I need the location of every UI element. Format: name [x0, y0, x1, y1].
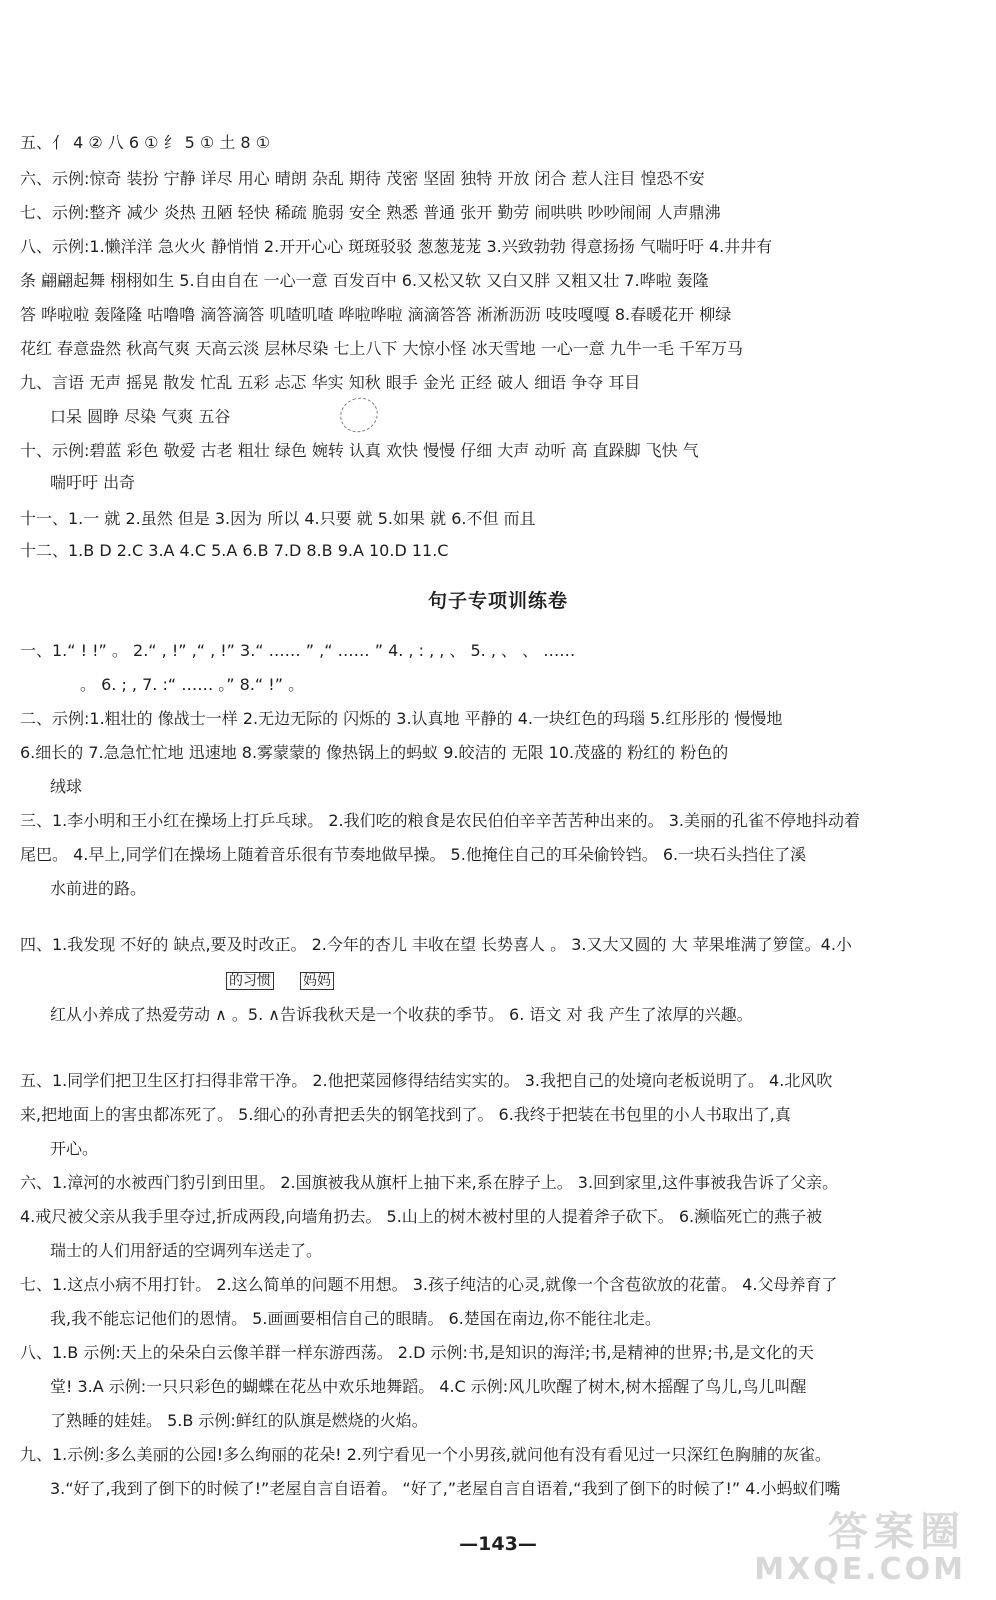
answer-line-text: 尾巴。 4.早上,同学们在操场上随着音乐很有节奏地做早操。 5.他掩住自己的耳朵偷铃铛。 6.一块石头挡住了溪 [20, 845, 807, 864]
answer-line [0, 702, 996, 736]
answer-line [0, 1268, 996, 1302]
answer-line [0, 770, 996, 804]
answer-line [0, 434, 996, 468]
answer-line [0, 400, 996, 434]
answer-line-text: 二、示例:1.粗壮的 像战士一样 2.无边无际的 闪烁的 3.认真地 平静的 4.一块红色的玛瑙 5.红彤彤的 慢慢地 [20, 709, 783, 728]
answer-line [0, 634, 996, 668]
answer-line [0, 1438, 996, 1472]
answer-line-text: 八、示例:1.懒洋洋 急火火 静悄悄 2.开开心心 斑斑驳驳 葱葱茏茏 3.兴致勃勃 得意扬扬 气喘吁吁 4.井井有 [20, 237, 773, 256]
answer-line [0, 1336, 996, 1370]
answer-line-text: 十、示例:碧蓝 彩色 敬爱 古老 粗壮 绿色 婉转 认真 欢快 慢慢 仔细 大声 动听 高 直跺脚 飞快 气 [20, 441, 699, 460]
answer-line-text: 来,把地面上的害虫都冻死了。 5.细心的孙青把丢失的钢笔找到了。 6.我终于把装在书包里的小人书取出了,真 [20, 1105, 791, 1124]
answer-line-text: 六、示例:惊奇 装扮 宁静 详尽 用心 晴朗 杂乱 期待 茂密 坚固 独特 开放 闭合 惹人注目 惶恐不安 [20, 169, 705, 188]
answer-line-text: 一、1.“ ! !” 。 2.“ , !” ,“ , !” 3.“ …… ” ,“ …… ” 4. , : , , 、 5. , 、 、 …… [20, 641, 576, 660]
answer-line-text: 五、1.同学们把卫生区打扫得非常干净。 2.他把菜园修得结结实实的。 3.我把自己的处境向老板说明了。 4.北风吹 [20, 1071, 833, 1090]
answer-line [0, 998, 996, 1032]
answer-line [0, 366, 996, 400]
answer-line-text: 红从小养成了热爱劳动 ∧ 。5. ∧告诉我秋天是一个收获的季节。 6. 语文 对 我 产生了浓厚的兴趣。 [50, 1005, 753, 1024]
answer-line-text: 九、言语 无声 摇晃 散发 忙乱 五彩 忐忑 华实 知秋 眼手 金光 正经 破人 细语 争夺 耳目 [20, 373, 641, 392]
answer-line-text: 4.戒尺被父亲从我手里夺过,折成两段,向墙角扔去。 5.山上的树木被村里的人提着斧子砍下。 6.濒临死亡的燕子被 [20, 1207, 823, 1226]
answer-line [0, 1370, 996, 1404]
answer-line [0, 1132, 996, 1166]
answer-line-text: 口呆 圆睁 尽染 气爽 五谷 [50, 407, 231, 426]
answer-line [0, 1472, 996, 1506]
answer-line [0, 1098, 996, 1132]
insertion-note-habit: 的习惯 [226, 970, 274, 990]
answer-line-text: 七、示例:整齐 减少 炎热 丑陋 轻快 稀疏 脆弱 安全 熟悉 普通 张开 勤劳 闹哄哄 吵吵闹闹 人声鼎沸 [20, 203, 721, 222]
answer-line-text: 瑞士的人们用舒适的空调列车送走了。 [50, 1241, 323, 1260]
answer-line-text: 6.细长的 7.急急忙忙地 迅速地 8.雾蒙蒙的 像热锅上的蚂蚁 9.皎洁的 无限 10.茂盛的 粉红的 粉色的 [20, 743, 729, 762]
answer-line-text: 。 6. ; , 7. :“ …… 。” 8.“ !” 。 [80, 675, 305, 694]
answer-line [0, 736, 996, 770]
answer-line-text: 三、1.李小明和王小红在操场上打乒乓球。 2.我们吃的粮食是农民伯伯辛辛苦苦种出来的。 3.美丽的孔雀不停地抖动着 [20, 811, 860, 830]
answer-line [0, 264, 996, 298]
answer-line [0, 1404, 996, 1438]
answer-line [0, 196, 996, 230]
answer-line [0, 804, 996, 838]
answer-line-text: 绒球 [50, 777, 83, 796]
section-title: 句子专项训练卷 [427, 590, 568, 612]
answer-line [0, 230, 996, 264]
answer-line-text: 喘吁吁 出奇 [50, 473, 136, 492]
answer-line [0, 928, 996, 962]
answer-line-text: 十二、1.B D 2.C 3.A 4.C 5.A 6.B 7.D 8.B 9.A 10.D 11.C [20, 541, 449, 560]
answer-line [0, 1234, 996, 1268]
answer-line [0, 1166, 996, 1200]
answer-line [0, 872, 996, 906]
answer-line-text: 花红 春意盎然 秋高气爽 天高云淡 层林尽染 七上八下 大惊小怪 冰天雪地 一心一意 九牛一毛 千军万马 [20, 339, 743, 358]
answer-line-text: 水前进的路。 [50, 879, 147, 898]
answer-line-text: 五、亻 4 ② 八 6 ① 纟 5 ① 土 8 ① [20, 133, 271, 152]
answer-line [0, 1064, 996, 1098]
answer-line-text: 六、1.漳河的水被西门豹引到田里。 2.国旗被我从旗杆上抽下来,系在脖子上。 3.回到家里,这件事被我告诉了父亲。 [20, 1173, 839, 1192]
answer-line [0, 466, 996, 500]
answer-line [0, 126, 996, 160]
answer-line [0, 838, 996, 872]
answer-line-text: 条 翩翩起舞 栩栩如生 5.自由自在 一心一意 百发百中 6.又松又软 又白又胖 又粗又壮 7.哗啦 轰隆 [20, 271, 709, 290]
answer-line-text: 九、1.示例:多么美丽的公园!多么绚丽的花朵! 2.列宁看见一个小男孩,就问他有没有看见过一只深红色胸脯的灰雀。 [20, 1445, 831, 1464]
answer-line-text: 我,我不能忘记他们的恩情。 5.画画要相信自己的眼睛。 6.楚国在南边,你不能往北走。 [50, 1309, 661, 1328]
answer-line-text: 十一、1.一 就 2.虽然 但是 3.因为 所以 4.只要 就 5.如果 就 6.不但 而且 [20, 509, 536, 528]
answer-line-text: 四、1.我发现 不好的 缺点,要及时改正。 2.今年的杏儿 丰收在望 长势喜人 。 3.又大又圆的 大 苹果堆满了箩筐。4.小 [20, 935, 852, 954]
answer-line-text: 开心。 [50, 1139, 99, 1158]
answer-line-text: 七、1.这点小病不用打针。 2.这么简单的问题不用想。 3.孩子纯洁的心灵,就像一个含苞欲放的花蕾。 4.父母养育了 [20, 1275, 838, 1294]
answer-line-text: 八、1.B 示例:天上的朵朵白云像羊群一样东游西荡。 2.D 示例:书,是知识的海洋;书,是精神的世界;书,是文化的天 [20, 1343, 814, 1362]
answer-line [0, 1200, 996, 1234]
answer-line [0, 502, 996, 536]
answer-line [0, 298, 996, 332]
answer-line [0, 534, 996, 568]
insertion-note-mother: 妈妈 [300, 970, 334, 990]
answer-line-text: 了熟睡的娃娃。 5.B 示例:鲜红的队旗是燃烧的火焰。 [50, 1411, 428, 1430]
answer-line [0, 162, 996, 196]
page-number: —143— [459, 1533, 537, 1555]
answer-line [0, 332, 996, 366]
watermark-logo: 答案圈 MXQE.COM [754, 1509, 966, 1587]
answer-line-text: 3.“好了,我到了倒下的时候了!”老屋自言自语着。 “好了,”老屋自言自语着,“我到了倒下的时候了!” 4.小蚂蚁们嘴 [50, 1479, 841, 1498]
answer-line-text: 堂! 3.A 示例:一只只彩色的蝴蝶在花丛中欢乐地舞蹈。 4.C 示例:风儿吹醒了树木,树木摇醒了鸟儿,鸟儿叫醒 [50, 1377, 807, 1396]
answer-line [0, 668, 996, 702]
answer-line-text: 答 哗啦啦 轰隆隆 咕噜噜 滴答滴答 叽喳叽喳 哗啦哗啦 滴滴答答 淅淅沥沥 吱吱嘎嘎 8.春暖花开 柳绿 [20, 305, 732, 324]
answer-line [0, 1302, 996, 1336]
